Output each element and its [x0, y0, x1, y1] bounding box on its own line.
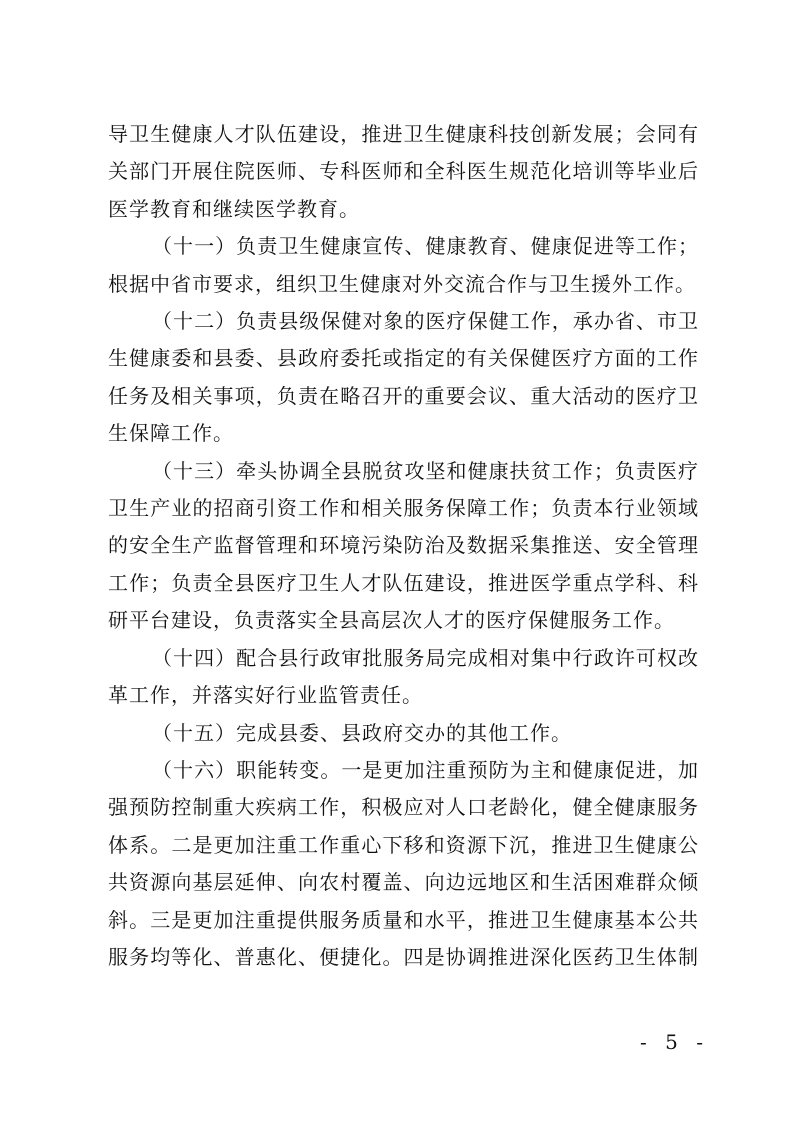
- text-line: 强预防控制重大疾病工作，积极应对人口老龄化，健全健康服务: [108, 795, 698, 820]
- text-line: 的安全生产监督管理和环境污染防治及数据采集推送、安全管理: [108, 533, 698, 558]
- text-line: 体系。二是更加注重工作重心下移和资源下沉，推进卫生健康公: [108, 832, 698, 857]
- text-line: 医学教育和继续医学教育。: [108, 196, 360, 221]
- text-line: 革工作，并落实好行业监管责任。: [108, 683, 423, 708]
- text-line: 生保障工作。: [108, 421, 234, 446]
- paragraph: [108, 715, 698, 752]
- text-line: 根据中省市要求，组织卫生健康对外交流合作与卫生援外工作。: [108, 271, 696, 296]
- text-line: （十五）完成县委、县政府交办的其他工作。: [152, 720, 572, 745]
- text-line: （十二）负责县级保健对象的医疗保健工作，承办省、市卫: [152, 309, 698, 334]
- text-line: 关部门开展住院医师、专科医师和全科医生规范化培训等毕业后: [108, 159, 698, 184]
- text-line: 生健康委和县委、县政府委托或指定的有关保健医疗方面的工作: [108, 346, 698, 371]
- document-body: [108, 116, 698, 976]
- text-line: 服务均等化、普惠化、便捷化。四是协调推进深化医药卫生体制: [108, 944, 698, 969]
- text-line: 任务及相关事项，负责在略召开的重要会议、重大活动的医疗卫: [108, 383, 698, 408]
- text-line: 导卫生健康人才队伍建设，推进卫生健康科技创新发展；会同有: [108, 122, 698, 146]
- text-line: 共资源向基层延伸、向农村覆盖、向边远地区和生活困难群众倾: [108, 870, 698, 895]
- text-line: （十三）牵头协调全县脱贫攻坚和健康扶贫工作；负责医疗: [152, 458, 698, 483]
- paragraph: [108, 752, 698, 976]
- text-line: 工作；负责全县医疗卫生人才队伍建设，推进医学重点学科、科: [108, 570, 698, 595]
- text-line: 研平台建设，负责落实全县高层次人才的医疗保健服务工作。: [108, 608, 675, 633]
- paragraph: [108, 453, 698, 640]
- page-number: - 5 -: [640, 1030, 709, 1054]
- paragraph: [108, 640, 698, 715]
- text-line: （十一）负责卫生健康宣传、健康教育、健康促进等工作；: [152, 234, 698, 259]
- text-line: 卫生产业的招商引资工作和相关服务保障工作；负责本行业领域: [108, 496, 698, 521]
- paragraph: [108, 116, 698, 228]
- text-line: （十六）职能转变。一是更加注重预防为主和健康促进，加: [152, 757, 698, 782]
- paragraph: [108, 303, 698, 453]
- paragraph: [108, 228, 698, 303]
- text-line: 斜。三是更加注重提供服务质量和水平，推进卫生健康基本公共: [108, 907, 698, 932]
- text-line: （十四）配合县行政审批服务局完成相对集中行政许可权改: [152, 645, 698, 670]
